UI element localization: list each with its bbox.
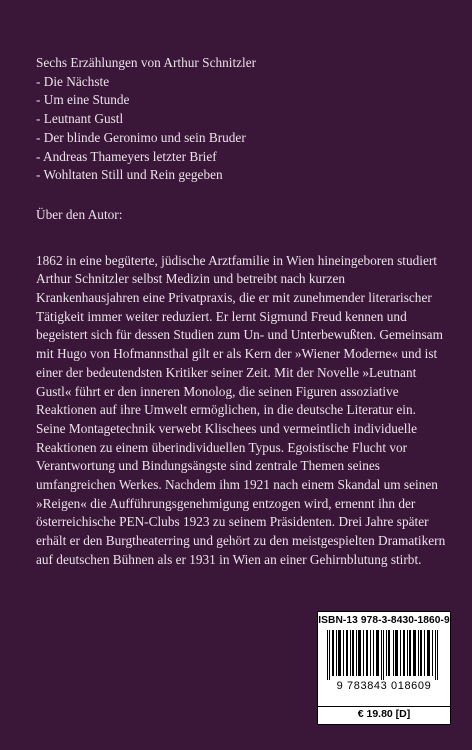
- about-author-heading: Über den Autor:: [36, 206, 123, 222]
- price-row: [318, 706, 450, 724]
- story-item: - Der blinde Geronimo und sein Bruder: [36, 129, 246, 145]
- price: € 19.80 [D]: [357, 708, 411, 720]
- author-biography: 1862 in eine begüterte, jüdische Arztfamilie in Wien hineingeboren studiert Arthur Schnitzler selbst Medizin und betreibt nach kurzen Krankenhausjahren eine Privatpraxis, die er mit zunehmender literarischer Tätigkeit immer weiter reduziert. Er lernt Sigmund Freud kennen und begeistert sich für dessen Studien zum Un- und Unterbewußten. Gemeinsam mit Hugo von Hofmannsthal gilt er als Kern der »Wiener Moderne« und ist einer der bedeutendsten Kritiker seiner Zeit. Mit der Novelle »Leutnant Gustl« führt er den inneren Monolog, die seinen Figuren assoziative Reaktionen auf ihre Umwelt ermöglichen, in die deutsche Literatur ein. Seine Montagetechnik verwebt Klischees und vermeintlich individuelle Reaktionen zu einem überindividuellen Typus. Egoistische Flucht vor Verantwortung und Bindungsängste sind zentrale Themen seines umfangreichen Werkes. Nachdem ihm 1921 nach einem Skandal um seinen »Reigen« die Aufführungsgenehmigung entzogen wird, ernennt ihn der österreichische PEN-Clubs 1923 zu seinem Präsidenten. Drei Jahre später erhält er den Burgtheaterring und gehört zu den meistgespielten Dramatikern auf deutschen Bühnen als er 1931 in Wien an einer Gehirnblutung stirbt.: [36, 252, 446, 567]
- story-item: - Leutnant Gustl: [36, 111, 124, 127]
- story-item: - Wohltaten Still und Rein gegeben: [36, 167, 223, 183]
- story-list: [36, 73, 446, 185]
- barcode-digits: 9 783843 018609: [336, 680, 432, 692]
- back-cover-text: [36, 54, 446, 570]
- story-item: - Andreas Thameyers letzter Brief: [36, 148, 217, 164]
- story-item: - Die Nächste: [36, 73, 110, 89]
- isbn-number: ISBN-13 978-3-8430-1860-9: [318, 615, 450, 626]
- intro-line: Sechs Erzählungen von Arthur Schnitzler: [36, 55, 257, 70]
- story-item: - Um eine Stunde: [36, 92, 130, 108]
- isbn-barcode-box: [317, 611, 451, 725]
- barcode-icon: [323, 630, 445, 680]
